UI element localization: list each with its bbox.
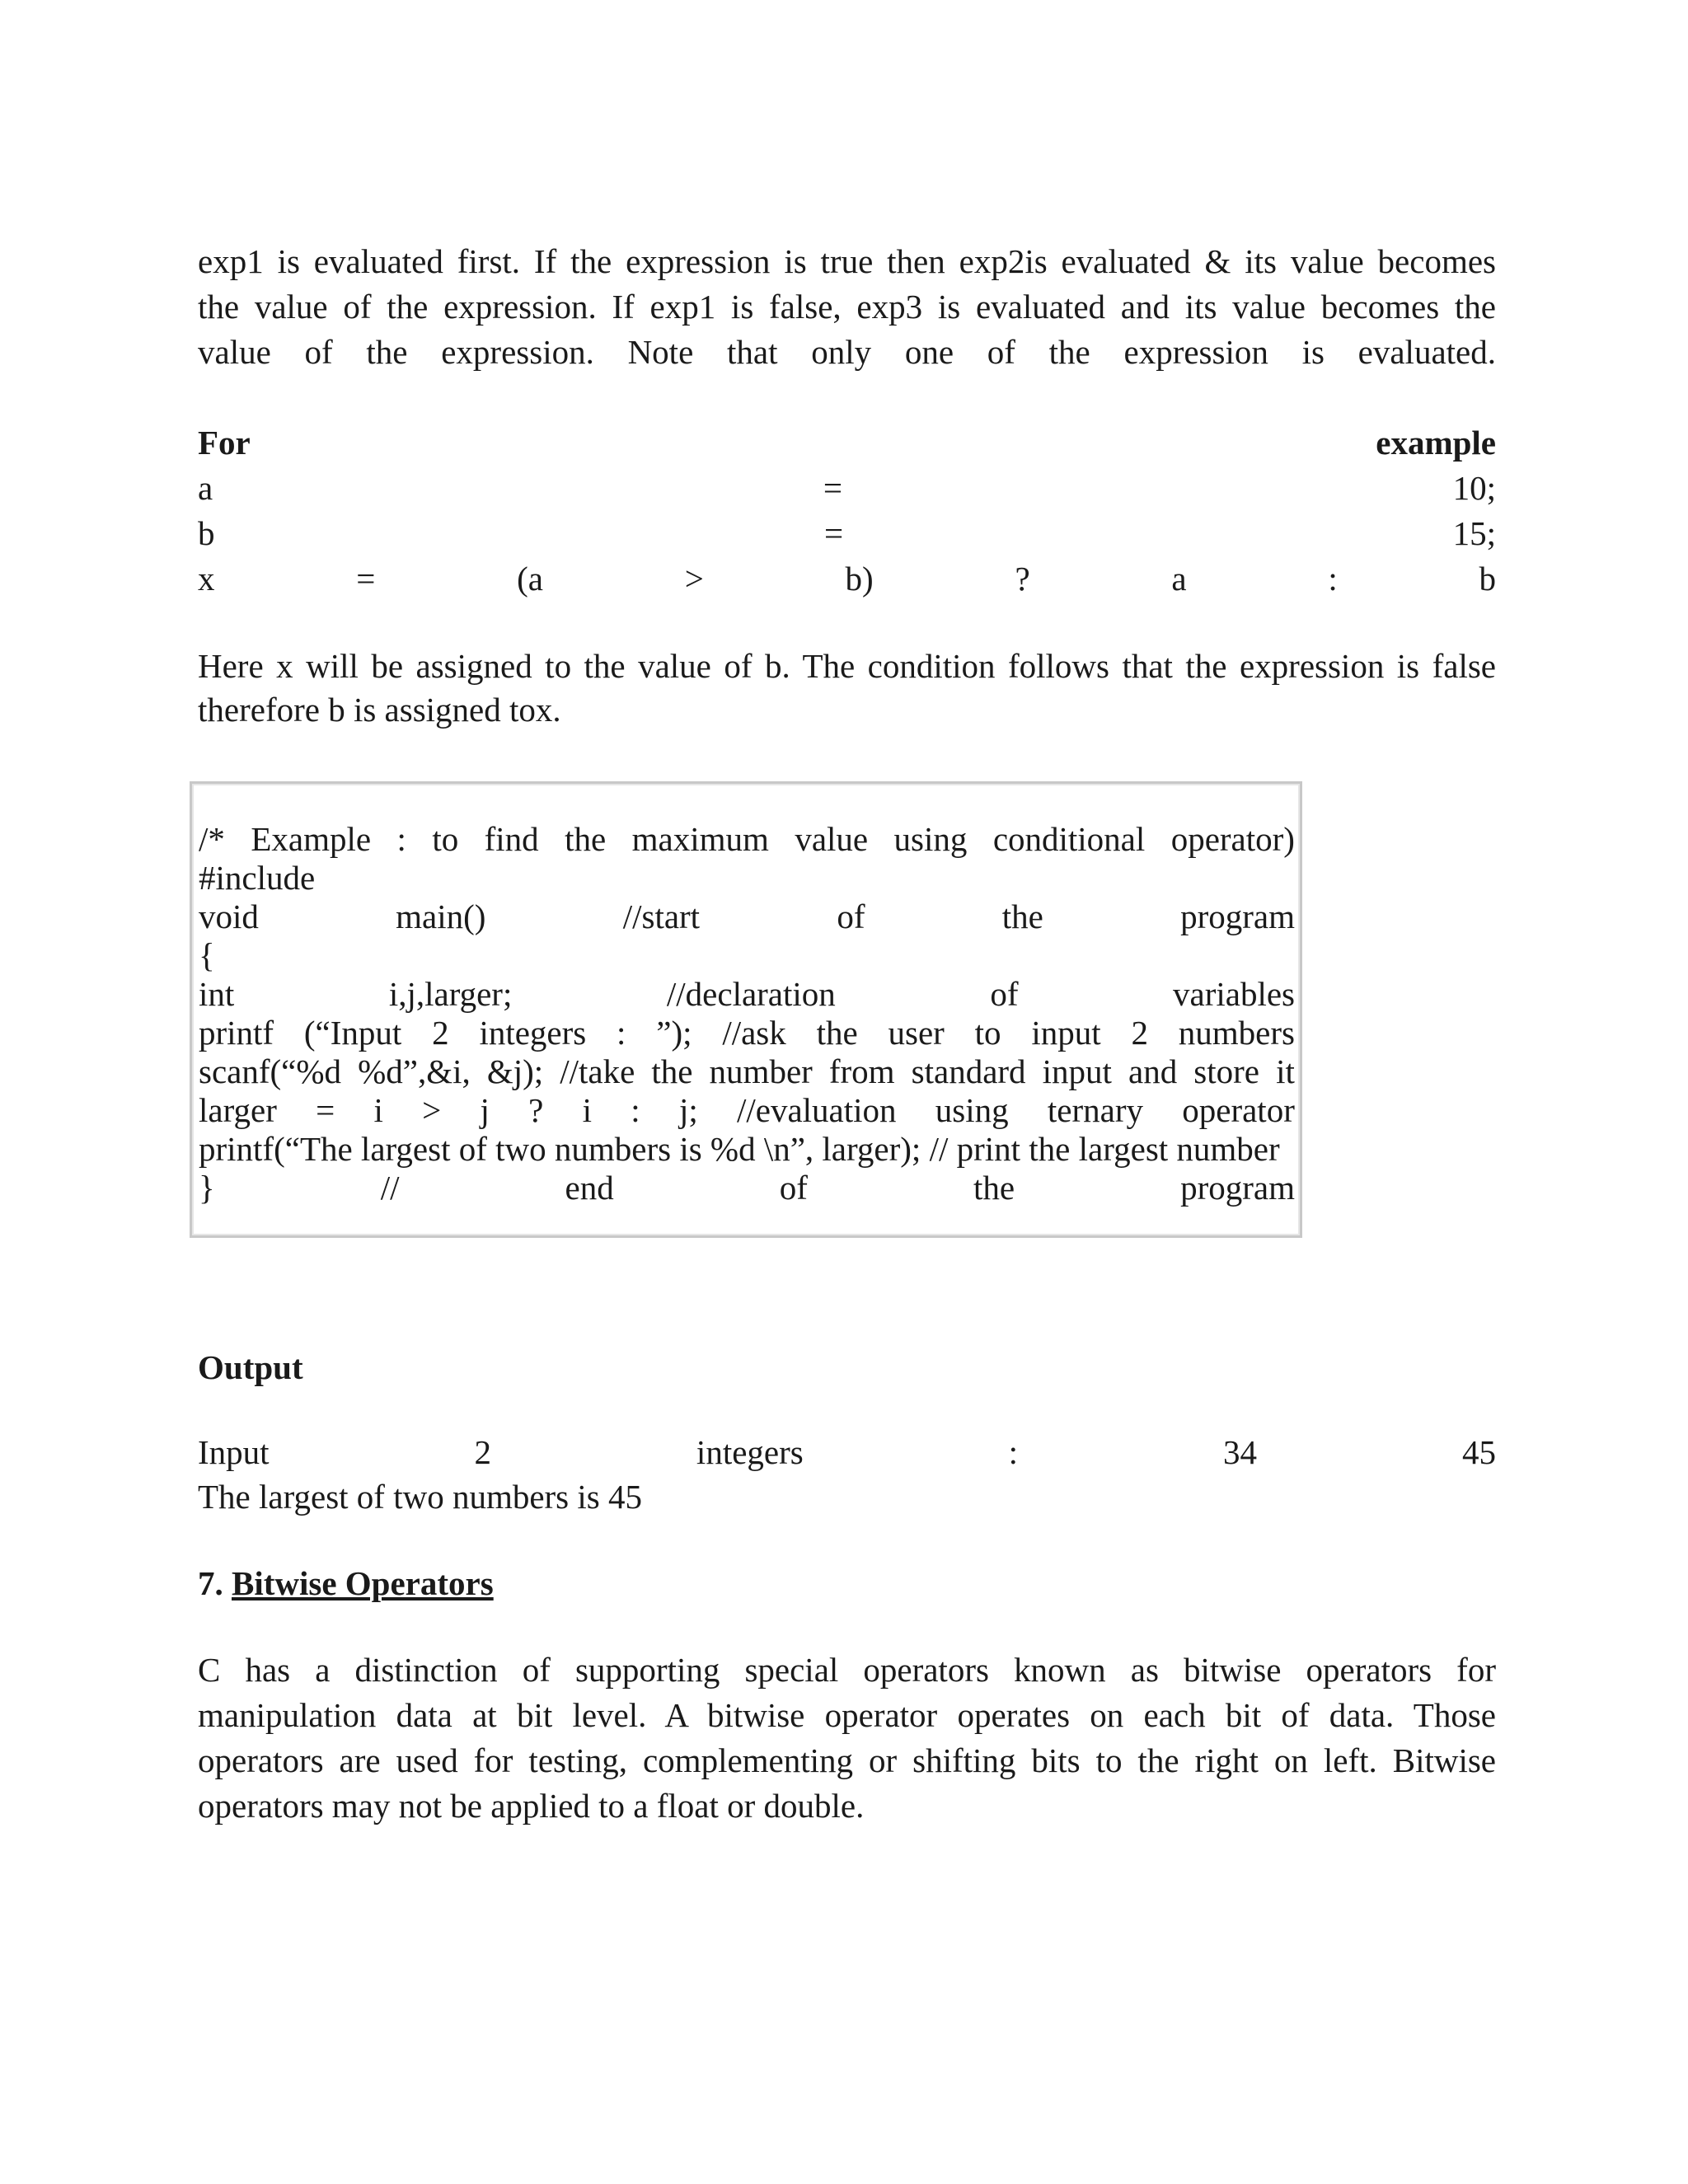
code-line	[199, 820, 1295, 859]
output-token: 34	[1223, 1433, 1257, 1471]
code-token: from	[828, 1052, 895, 1090]
output-block	[198, 1430, 1496, 1518]
example-token: :	[1328, 560, 1338, 598]
example-token: a	[1171, 560, 1187, 598]
output-token: 2	[474, 1433, 491, 1471]
code-token: of	[779, 1169, 808, 1207]
code-token: numbers	[1178, 1014, 1295, 1052]
code-token: the	[651, 1052, 693, 1090]
code-line	[199, 898, 1295, 936]
code-token: i	[373, 1091, 383, 1129]
section-heading	[198, 1561, 1496, 1606]
code-token: i,j,larger;	[388, 975, 513, 1013]
code-line	[199, 1169, 1295, 1207]
output-line	[198, 1430, 1496, 1475]
code-token: //start	[622, 898, 701, 935]
code-token: &j);	[486, 1052, 544, 1090]
output-heading: Output	[198, 1348, 303, 1386]
example-token: =	[823, 469, 842, 507]
code-token: :	[396, 820, 406, 858]
output-token: Input	[198, 1433, 270, 1471]
code-line: #include	[199, 859, 316, 897]
code-token: ?	[528, 1091, 544, 1129]
code-token: of	[837, 898, 865, 935]
intro-line: value of the expression. Note that only one of the expression is evaluated.	[198, 333, 1496, 371]
example-token: >	[684, 560, 704, 598]
code-token: (“Input	[303, 1014, 402, 1052]
code-token: =	[316, 1091, 335, 1129]
code-token: maximum	[631, 820, 769, 858]
code-token: number	[709, 1052, 813, 1090]
code-token: the	[565, 820, 607, 858]
code-line	[199, 975, 1295, 1014]
code-token: //	[380, 1169, 400, 1207]
example-token: x	[198, 560, 215, 598]
code-token: /*	[199, 820, 225, 858]
code-token: 2	[432, 1014, 449, 1052]
code-token: integers	[479, 1014, 587, 1052]
output-token: integers	[696, 1433, 804, 1471]
example-word: example	[1376, 424, 1496, 462]
example-token: (a	[517, 560, 543, 598]
example-token: 15;	[1452, 514, 1496, 552]
document-page	[198, 239, 1496, 1829]
code-token: the	[816, 1014, 858, 1052]
output-token: 45	[1461, 1433, 1496, 1471]
bitwise-line: operators may not be applied to a float or double.	[198, 1787, 865, 1825]
code-token: input	[1031, 1014, 1101, 1052]
code-token: program	[1180, 898, 1295, 935]
code-token: using	[935, 1091, 1009, 1129]
bitwise-paragraph	[198, 1647, 1496, 1829]
code-token: value	[795, 820, 869, 858]
code-token: :	[631, 1091, 640, 1129]
code-token: to	[432, 820, 459, 858]
example-block	[198, 420, 1496, 602]
code-token: //take	[560, 1052, 635, 1090]
code-token: j;	[678, 1091, 698, 1129]
code-token: end	[565, 1169, 614, 1207]
code-line: {	[199, 936, 215, 974]
bitwise-line: manipulation data at bit level. A bitwise operator operates on each bit of data. Those	[198, 1696, 1496, 1734]
example-token: b)	[845, 560, 874, 598]
code-token: find	[484, 820, 539, 858]
example-token: =	[823, 514, 844, 552]
intro-line: exp1 is evaluated first. If the expression is true then exp2is evaluated & its value becomes	[198, 242, 1496, 280]
code-example-box	[190, 781, 1302, 1238]
code-token: of	[990, 975, 1019, 1013]
code-token: the	[973, 1169, 1015, 1207]
code-token: i	[582, 1091, 593, 1129]
bitwise-line: C has a distinction of supporting special operators known as bitwise operators for	[198, 1651, 1496, 1689]
code-token: and	[1128, 1052, 1178, 1090]
code-token: //ask	[722, 1014, 786, 1052]
code-line	[199, 1014, 1295, 1052]
example-token: 10;	[1452, 469, 1496, 507]
example-assign-a	[198, 466, 1496, 511]
code-token: conditional	[992, 820, 1146, 858]
code-token: %d”,&i,	[358, 1052, 471, 1090]
section-title: Bitwise Operators	[232, 1564, 494, 1602]
example-token: =	[356, 560, 376, 598]
explanation-line: therefore b is assigned tox.	[198, 691, 561, 729]
code-token: store	[1193, 1052, 1259, 1090]
explanation-line: Here x will be assigned to the value of b. The condition follows that the expression is false	[198, 647, 1496, 685]
section-number: 7.	[198, 1564, 223, 1602]
code-token: >	[422, 1091, 442, 1129]
example-token: ?	[1015, 560, 1030, 598]
code-token: larger	[199, 1091, 277, 1129]
example-word: For	[198, 424, 251, 462]
example-assign-b	[198, 511, 1496, 556]
code-token: it	[1276, 1052, 1295, 1090]
code-token: //declaration	[666, 975, 836, 1013]
output-line: The largest of two numbers is 45	[198, 1478, 642, 1516]
code-token: using	[893, 820, 968, 858]
code-token: the	[1001, 898, 1043, 935]
code-token: }	[199, 1169, 215, 1207]
code-token: printf	[199, 1014, 274, 1052]
code-token: j	[480, 1091, 490, 1129]
example-token: b	[1479, 560, 1496, 598]
code-token: standard	[911, 1052, 1026, 1090]
example-token: b	[198, 514, 215, 552]
code-token: :	[617, 1014, 626, 1052]
code-token: main()	[396, 898, 486, 935]
code-token: //evaluation	[736, 1091, 897, 1129]
code-token: operator)	[1170, 820, 1295, 858]
example-heading-row	[198, 420, 1496, 466]
code-token: ternary	[1047, 1091, 1143, 1129]
code-token: variables	[1173, 975, 1295, 1013]
explanation-paragraph	[198, 644, 1496, 732]
code-line: printf(“The largest of two numbers is %d \n”, larger); // print the largest number	[199, 1130, 1280, 1168]
code-line	[199, 1052, 1295, 1091]
code-token: int	[199, 975, 235, 1013]
code-token: Example	[251, 820, 372, 858]
code-token: input	[1042, 1052, 1112, 1090]
code-token: scanf(“%d	[199, 1052, 342, 1090]
code-token: void	[199, 898, 259, 935]
code-token: user	[888, 1014, 945, 1052]
intro-line: the value of the expression. If exp1 is false, exp3 is evaluated and its value becomes the	[198, 288, 1496, 326]
bitwise-line: operators are used for testing, complementing or shifting bits to the right on left. Bitwise	[198, 1741, 1496, 1779]
output-token: :	[1008, 1433, 1019, 1471]
intro-paragraph	[198, 239, 1496, 375]
code-line	[199, 1091, 1295, 1130]
code-token: 2	[1131, 1014, 1148, 1052]
code-token: operator	[1182, 1091, 1295, 1129]
code-token: ”);	[656, 1014, 692, 1052]
code-token: program	[1180, 1169, 1295, 1207]
example-token: a	[198, 469, 213, 507]
code-token: to	[974, 1014, 1001, 1052]
example-ternary	[198, 556, 1496, 602]
